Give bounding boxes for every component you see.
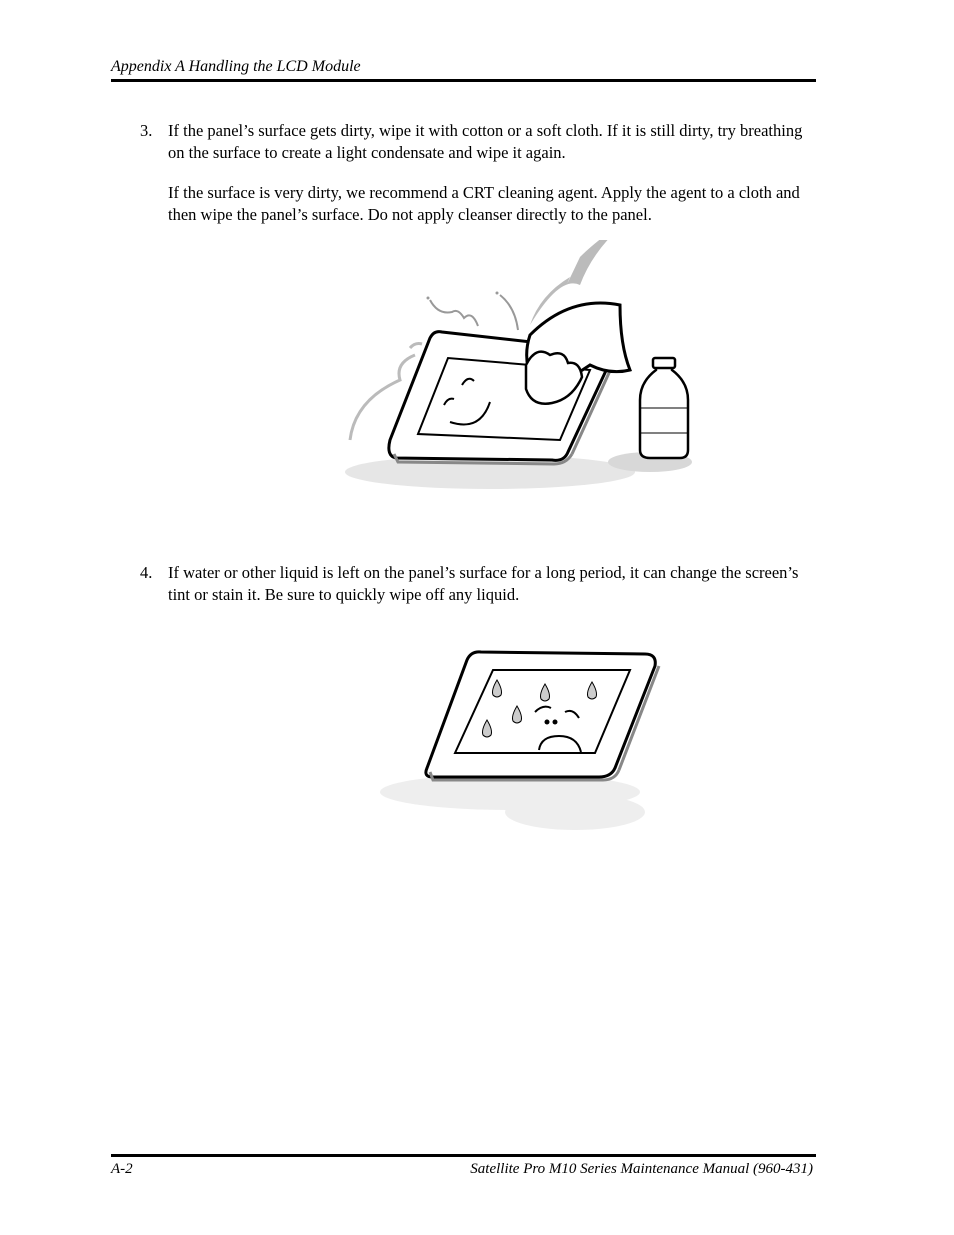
panel-wiping-illustration <box>340 240 700 500</box>
item-text <box>168 120 820 244</box>
item-text <box>168 562 820 624</box>
header-rule <box>111 79 816 82</box>
footer-rule <box>111 1154 816 1157</box>
manual-title: Satellite Pro M10 Series Maintenance Manual (960-431) <box>470 1161 813 1177</box>
page-number: A-2 <box>111 1161 133 1177</box>
paragraph: If the surface is very dirty, we recommend a CRT cleaning agent. Apply the agent to a cloth and then wipe the panel’s surface. Do not apply cleanser directly to the panel. <box>168 183 800 224</box>
item-number: 4. <box>140 563 153 582</box>
item-number: 3. <box>140 121 153 140</box>
panel-liquid-drops-illustration <box>375 640 675 840</box>
paragraph: If the panel’s surface gets dirty, wipe it with cotton or a soft cloth. If it is still dirty, try breathing on the surface to create a light condensate and wipe it again. <box>168 121 803 162</box>
page-header: Appendix A Handling the LCD Module <box>111 58 361 75</box>
paragraph: If water or other liquid is left on the panel’s surface for a long period, it can change the screen’s tint or stain it. Be sure to quickly wipe off any liquid. <box>168 563 799 604</box>
